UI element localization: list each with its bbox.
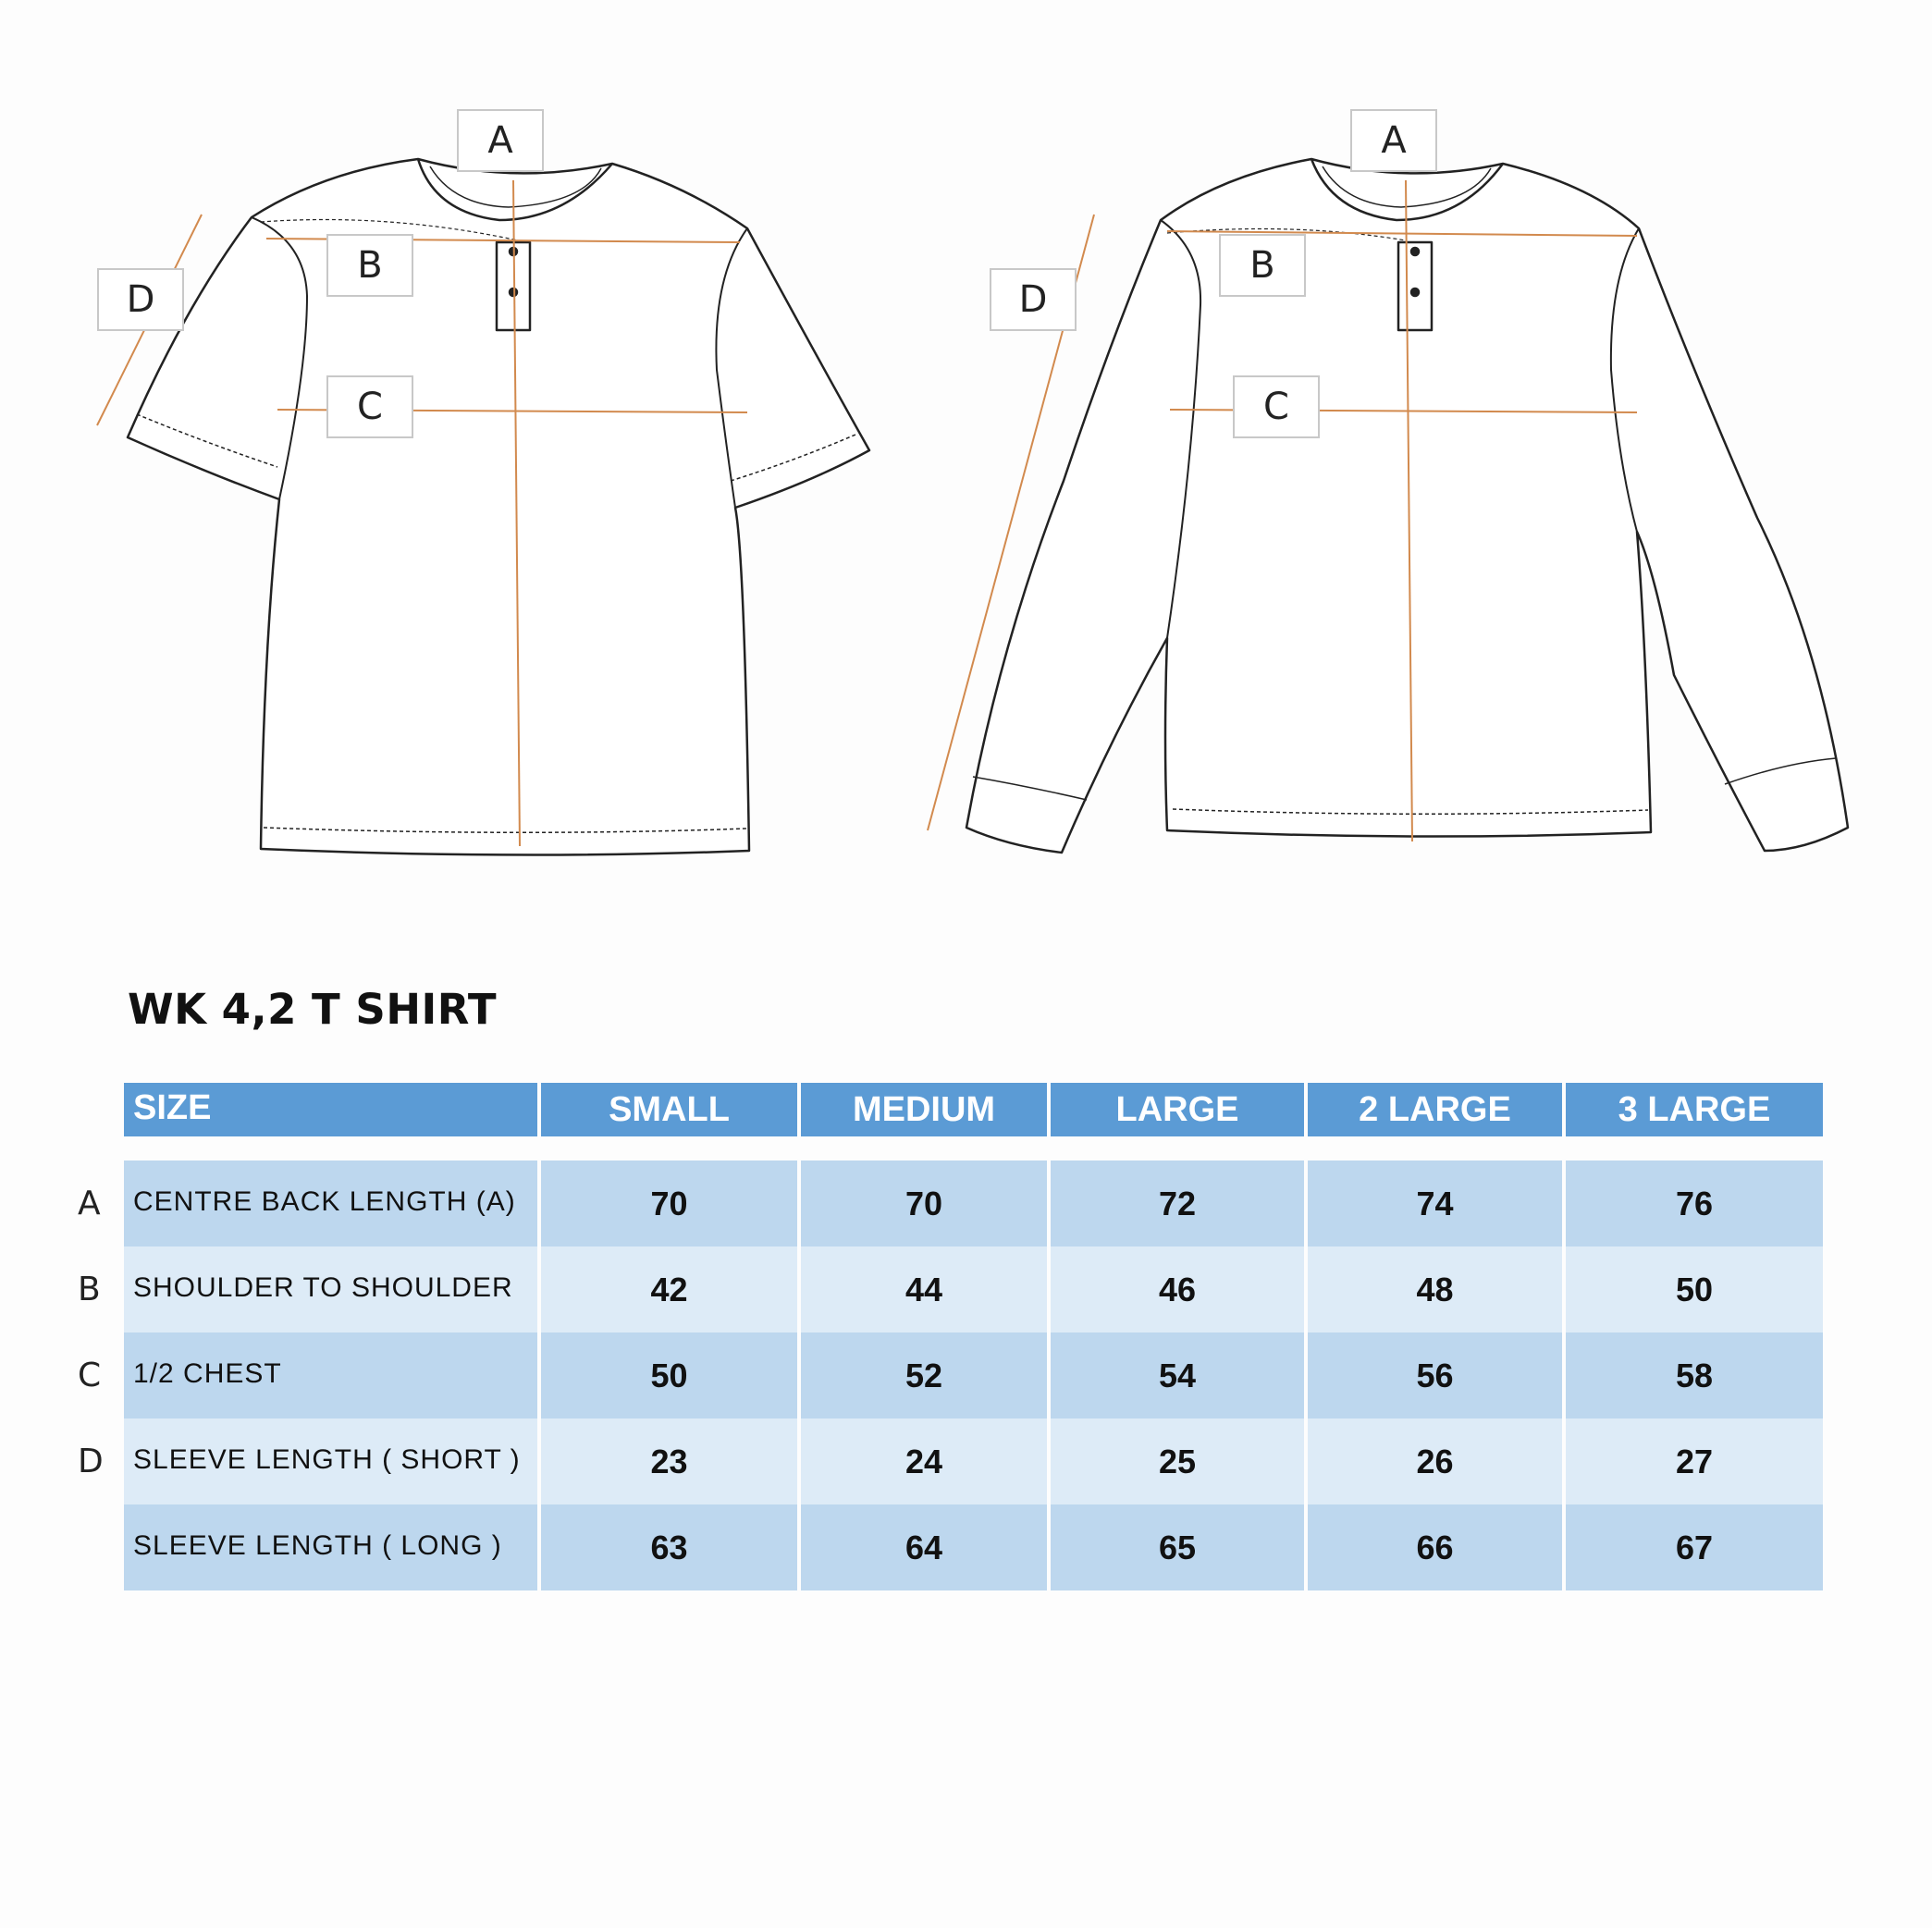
callout-d-long: D — [990, 268, 1077, 331]
callout-c-short: C — [326, 375, 413, 438]
row-letter-b: B — [78, 1271, 101, 1308]
garment-diagrams — [0, 0, 1932, 925]
row-label-centre-back-length: CENTRE BACK LENGTH (A) — [124, 1160, 537, 1246]
size-chart-title: WK 4,2 T SHIRT — [128, 985, 498, 1034]
row-letter-a: A — [78, 1185, 101, 1222]
table-cell: 66 — [1308, 1504, 1562, 1590]
table-cell: 76 — [1566, 1160, 1823, 1246]
row-label-half-chest: 1/2 CHEST — [124, 1332, 537, 1418]
table-cell: 56 — [1308, 1332, 1562, 1418]
callout-a-long: A — [1350, 109, 1437, 172]
size-chart-table — [124, 1083, 1823, 1590]
row-letter-c: C — [78, 1357, 102, 1394]
row-label-sleeve-length-long: SLEEVE LENGTH ( LONG ) — [124, 1504, 537, 1590]
short-sleeve-shirt-drawing — [128, 159, 869, 855]
table-cell: 72 — [1051, 1160, 1304, 1246]
table-cell: 23 — [541, 1418, 797, 1504]
table-cell: 50 — [1566, 1246, 1823, 1332]
callout-c-long: C — [1233, 375, 1320, 438]
table-cell: 50 — [541, 1332, 797, 1418]
header-2-large: 2 LARGE — [1308, 1083, 1562, 1136]
header-medium: MEDIUM — [801, 1083, 1047, 1136]
header-small: SMALL — [541, 1083, 797, 1136]
table-cell: 54 — [1051, 1332, 1304, 1418]
table-cell: 52 — [801, 1332, 1047, 1418]
table-cell: 25 — [1051, 1418, 1304, 1504]
table-cell: 67 — [1566, 1504, 1823, 1590]
table-cell: 74 — [1308, 1160, 1562, 1246]
table-cell: 48 — [1308, 1246, 1562, 1332]
row-label-sleeve-length-short: SLEEVE LENGTH ( SHORT ) — [124, 1418, 537, 1504]
table-cell: 24 — [801, 1418, 1047, 1504]
table-cell: 27 — [1566, 1418, 1823, 1504]
row-letter-d: D — [78, 1443, 104, 1480]
table-cell: 64 — [801, 1504, 1047, 1590]
header-size: SIZE — [124, 1083, 537, 1136]
table-cell: 63 — [541, 1504, 797, 1590]
header-3-large: 3 LARGE — [1566, 1083, 1823, 1136]
table-cell: 42 — [541, 1246, 797, 1332]
table-cell: 58 — [1566, 1332, 1823, 1418]
row-label-shoulder-to-shoulder: SHOULDER TO SHOULDER — [124, 1246, 537, 1332]
callout-b-short: B — [326, 234, 413, 297]
callout-d-short: D — [97, 268, 184, 331]
callout-a-short: A — [457, 109, 544, 172]
callout-b-long: B — [1219, 234, 1306, 297]
table-cell: 46 — [1051, 1246, 1304, 1332]
table-cell: 26 — [1308, 1418, 1562, 1504]
table-cell: 70 — [541, 1160, 797, 1246]
table-cell: 44 — [801, 1246, 1047, 1332]
header-large: LARGE — [1051, 1083, 1304, 1136]
table-cell: 70 — [801, 1160, 1047, 1246]
table-cell: 65 — [1051, 1504, 1304, 1590]
